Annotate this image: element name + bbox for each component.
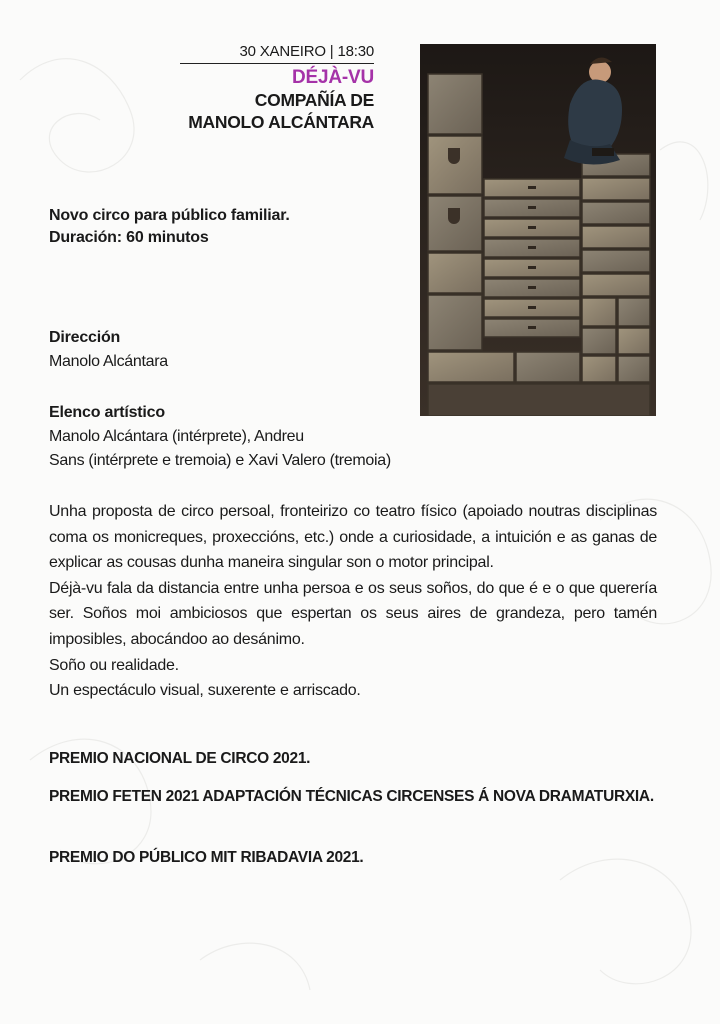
show-description xyxy=(49,499,657,704)
award-1: PREMIO NACIONAL DE CIRCO 2021. xyxy=(49,750,311,767)
direction-name: Manolo Alcántara xyxy=(49,353,168,370)
description-paragraph-4: Un espectáculo visual, suxerente e arriscado. xyxy=(49,682,361,700)
cast-line-2: Sans (intérprete e tremoia) e Xavi Valero (tremoia) xyxy=(49,452,391,469)
show-genre: Novo circo para público familiar. xyxy=(49,207,290,224)
description-paragraph-2: Déjà-vu fala da distancia entre unha persoa e os seus soños, do que é e o que querería ser. Soños moi ambiciosos que espertan os seus aires de grandeza, pero tamén imposibles, abocándoo ao desánimo. xyxy=(49,579,657,648)
cast-line-1: Manolo Alcántara (intérprete), Andreu xyxy=(49,428,304,445)
company-name-line2: MANOLO ALCÁNTARA xyxy=(188,112,374,132)
award-2: PREMIO FETEN 2021 ADAPTACIÓN TÉCNICAS CIRCENSES Á NOVA DRAMATURXIA. xyxy=(49,788,654,805)
award-3: PREMIO DO PÚBLICO MIT RIBADAVIA 2021. xyxy=(49,849,364,866)
event-date-time: 30 XANEIRO | 18:30 xyxy=(180,42,374,64)
company-name-line1: COMPAÑÍA DE xyxy=(254,90,374,110)
show-duration: Duración: 60 minutos xyxy=(49,229,209,246)
description-paragraph-3: Soño ou realidade. xyxy=(49,656,179,674)
cast-heading: Elenco artístico xyxy=(49,404,165,421)
show-photo xyxy=(420,44,656,416)
show-title: DÉJÀ-VU xyxy=(291,67,374,88)
description-paragraph-1: Unha proposta de circo persoal, fronteirizo co teatro físico (apoiado noutras disciplinas coma os monicreques, proxeccións, etc.) onde a curiosidade, a intuición e as ganas de explicar as cousas dunha maneira singular son o motor principal. xyxy=(49,503,657,572)
event-header xyxy=(180,42,374,133)
direction-heading: Dirección xyxy=(49,329,121,346)
show-intro xyxy=(49,205,409,249)
